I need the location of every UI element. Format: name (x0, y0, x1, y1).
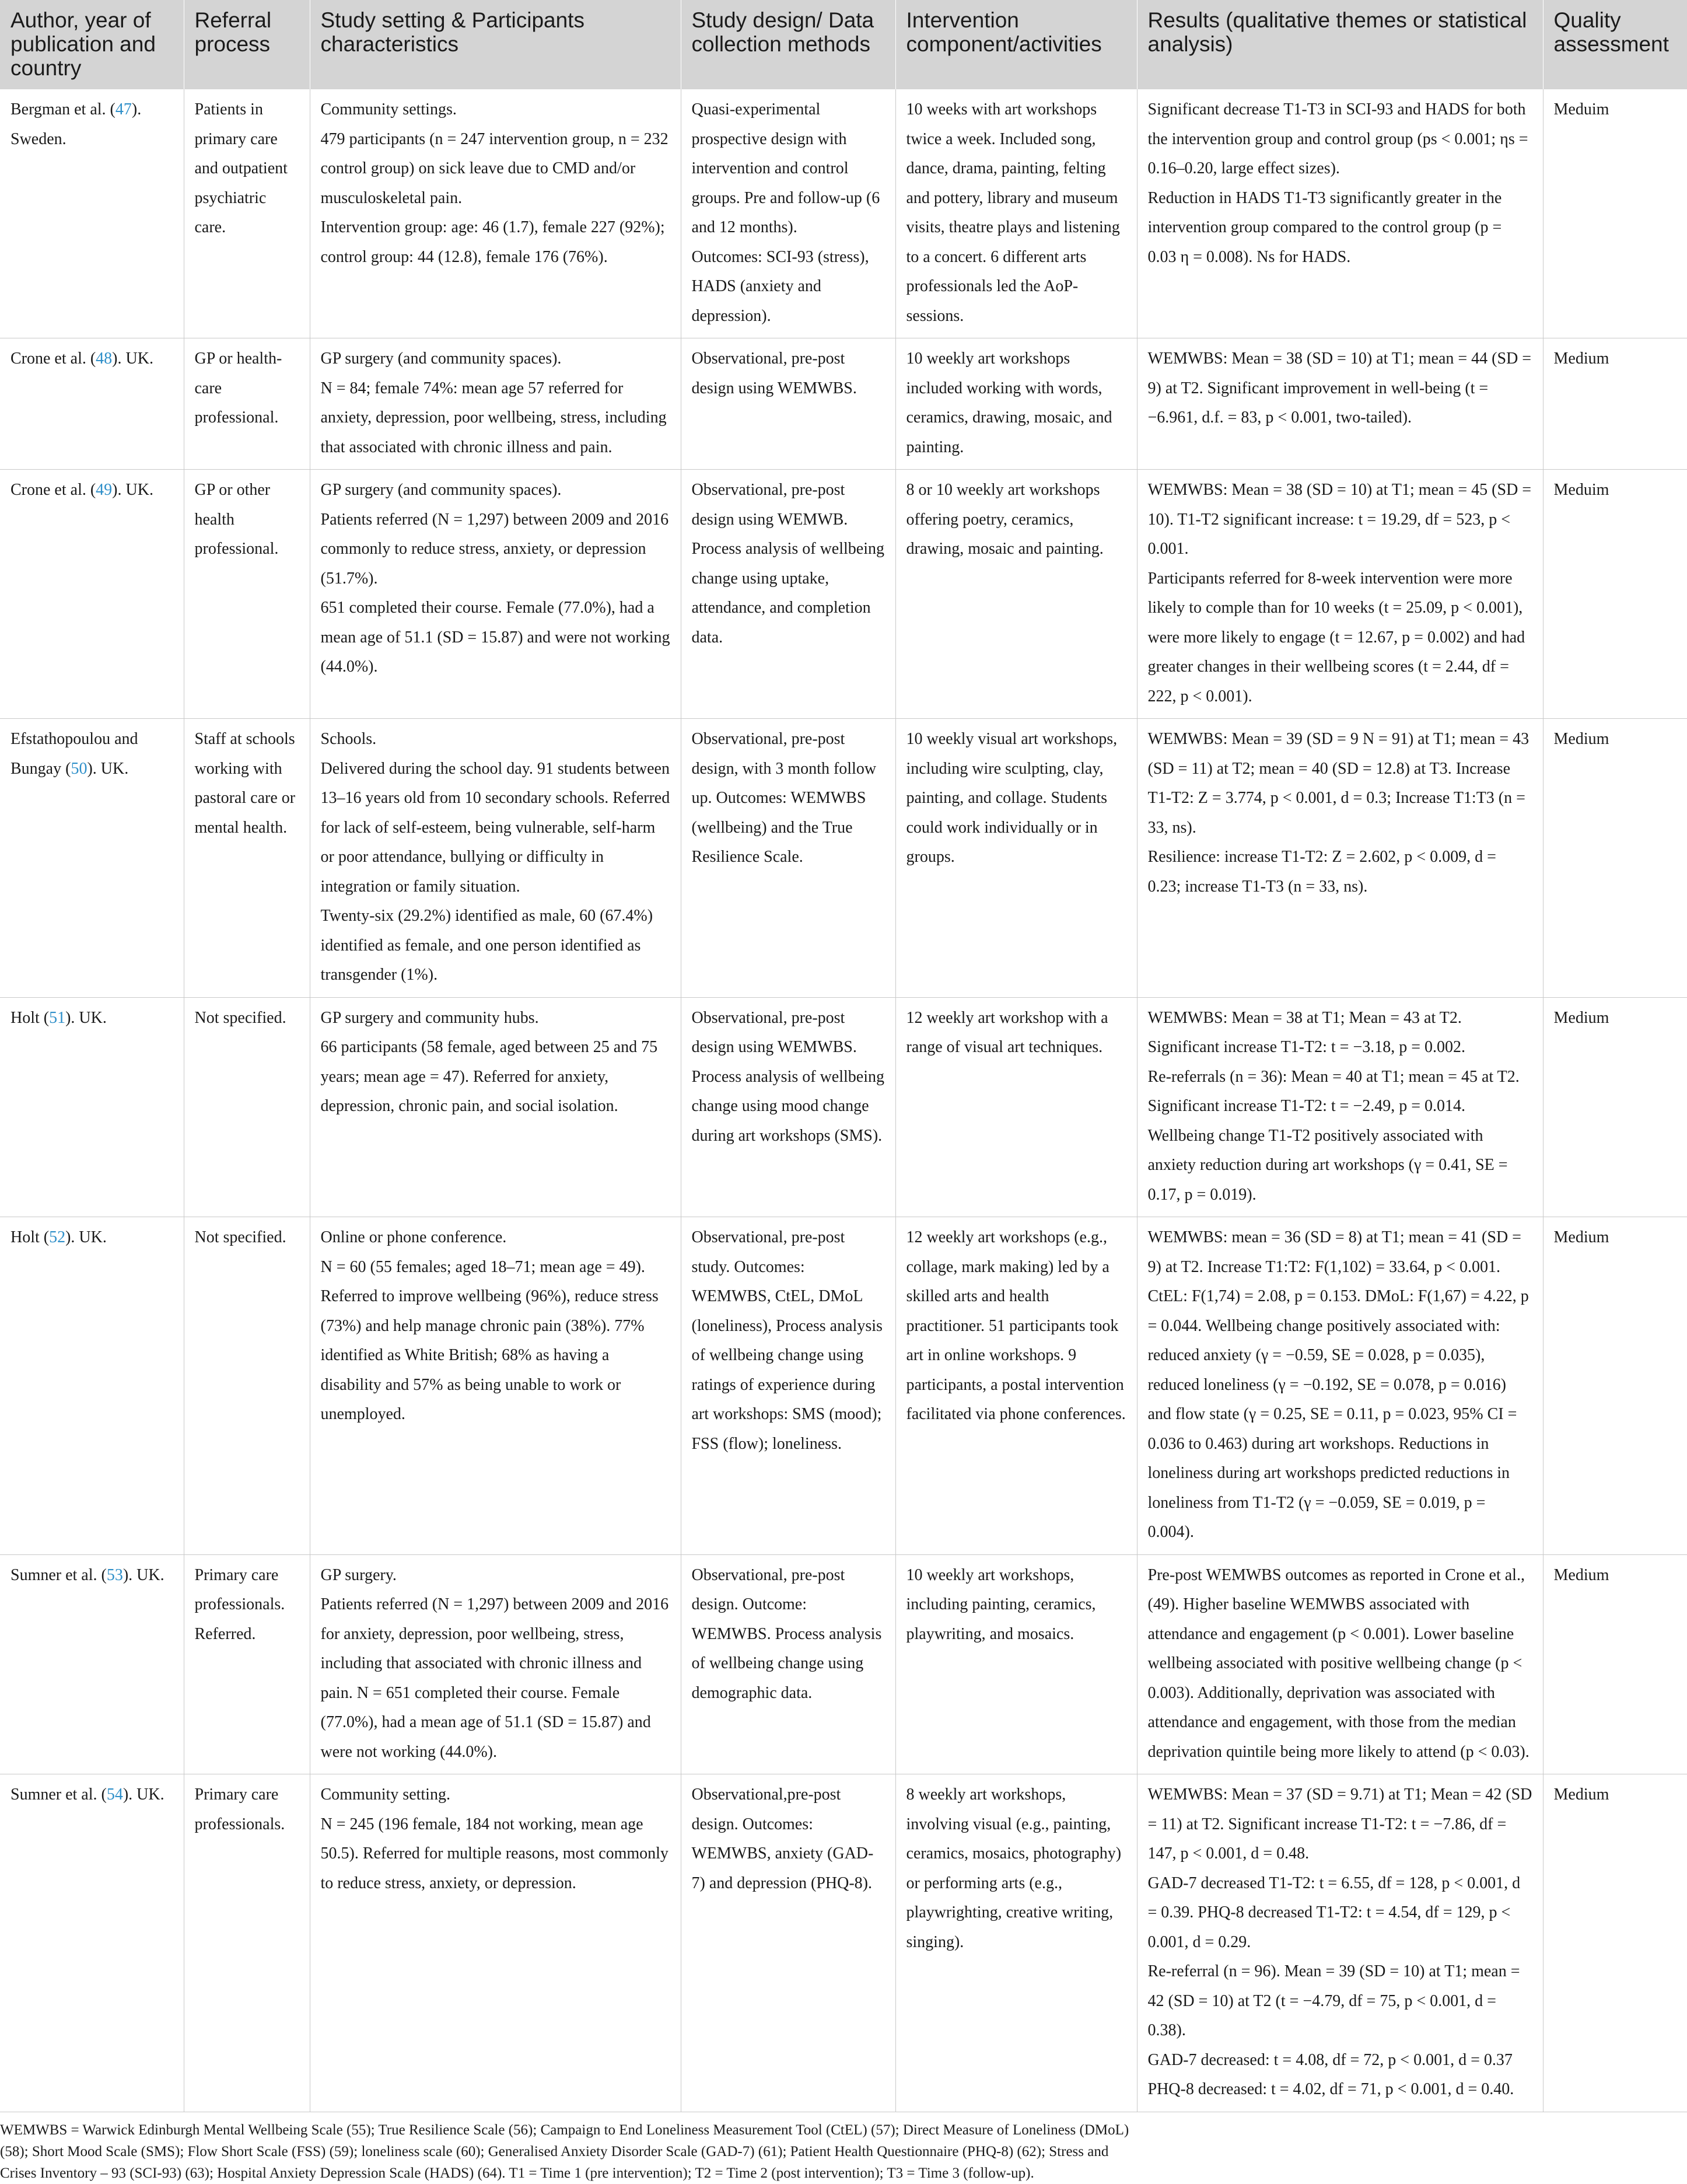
cell-line: Quasi-experimental prospective design with intervention and control groups. Pre and follow-up (6 and 12 months). (691, 100, 880, 236)
cell-results (1137, 997, 1543, 1217)
cell-line: N = 84; female 74%: mean age 57 referred for anxiety, depression, poor wellbeing, stress, including that associated with chronic illness and pain. (320, 379, 667, 456)
cell-author (0, 1554, 184, 1774)
cell-line: Delivered during the school day. 91 students between 13–16 years old from 10 secondary schools. Referred for lack of self-esteem, being vulnerable, self-harm or poor attendance, bullying or difficulty in integration or family situation. (320, 759, 670, 896)
cell-line: PHQ-8 decreased: t = 4.02, df = 71, p < 0.001, d = 0.40. (1147, 2080, 1514, 2098)
author-text: Sumner et al. ( (10, 1785, 107, 1804)
cell-line: N = 245 (196 female, 184 not working, mean age 50.5). Referred for multiple reasons, most commonly to reduce stress, anxiety, or depression. (320, 1815, 668, 1892)
author-text: ). UK. (123, 1785, 164, 1804)
cell-design: Observational, pre-post design. Outcome: WEMWBS. Process analysis of wellbeing change using demographic data. (681, 1554, 895, 1774)
cell-line: GP surgery (and community spaces). (320, 481, 562, 499)
cell-setting (310, 1217, 681, 1555)
author-text: Efstathopoulou and Bungay ( (10, 730, 138, 778)
table-row (0, 1554, 1687, 1774)
cell-quality: Medium (1543, 1217, 1687, 1555)
cell-design: Observational,pre-post design. Outcomes: WEMWBS, anxiety (GAD-7) and depression (PHQ-8). (681, 1774, 895, 2112)
cell-line: Outcomes: SCI-93 (stress), HADS (anxiety and depression). (691, 247, 869, 325)
cell-intervention: 12 weekly art workshops (e.g., collage, mark making) led by a skilled arts and health practitioner. 51 participants took art in online workshops. 9 participants, a postal intervention facilitated via phone conferences. (895, 1217, 1137, 1555)
cell-results (1137, 1774, 1543, 2112)
cell-design: Observational, pre-post design, with 3 month follow up. Outcomes: WEMWBS (wellbeing) and the True Resilience Scale. (681, 719, 895, 998)
cell-line: 479 participants (n = 247 intervention group, n = 232 control group) on sick leave due to CMD and/or musculoskeletal pain. (320, 130, 668, 207)
cell-setting (310, 338, 681, 470)
cell-quality: Meduim (1543, 470, 1687, 719)
reference-link[interactable]: 48 (96, 350, 113, 368)
cell-setting (310, 997, 681, 1217)
header-setting: Study setting & Participants characteristics (310, 0, 681, 89)
cell-quality: Medium (1543, 338, 1687, 470)
cell-results (1137, 89, 1543, 338)
cell-line: WEMWBS: Mean = 39 (SD = 9 N = 91) at T1; mean = 43 (SD = 11) at T2; mean = 40 (SD = 12.8) at T3. Increase T1-T2: Z = 3.774, p < 0.001, d = 0.3; Increase T1:T3 (n = 33, ns). (1147, 730, 1530, 837)
reference-link[interactable]: 54 (106, 1785, 123, 1804)
cell-line: 651 completed their course. Female (77.0%), had a mean age of 51.1 (SD = 15.87) and were not working (44.0%). (320, 599, 670, 676)
header-referral: Referral process (184, 0, 310, 89)
cell-line: Online or phone conference. (320, 1228, 507, 1246)
cell-line: 66 participants (58 female, aged between 25 and 75 years; mean age = 47). Referred for anxiety, depression, chronic pain, and social isolation. (320, 1038, 658, 1115)
table-row (0, 470, 1687, 719)
cell-line: Community settings. (320, 100, 457, 118)
cell-intervention: 12 weekly art workshop with a range of visual art techniques. (895, 997, 1137, 1217)
author-text: ). UK. (65, 1008, 107, 1027)
cell-author (0, 338, 184, 470)
cell-author (0, 719, 184, 998)
cell-intervention: 10 weekly art workshops, including painting, ceramics, playwriting, and mosaics. (895, 1554, 1137, 1774)
cell-quality: Medium (1543, 1774, 1687, 2112)
author-text: ). UK. (123, 1566, 164, 1584)
footnote-line: WEMWBS = Warwick Edinburgh Mental Wellbeing Scale (55); True Resilience Scale (56); Campaign to End Loneliness Measurement Tool (CtEL) (57); Direct Measure of Loneliness (DMoL) (0, 2122, 1129, 2138)
table-row (0, 338, 1687, 470)
cell-referral: Patients in primary care and outpatient psychiatric care. (184, 89, 310, 338)
table-row (0, 1217, 1687, 1555)
header-design: Study design/ Data collection methods (681, 0, 895, 89)
cell-line: N = 60 (55 females; aged 18–71; mean age = 49). Referred to improve wellbeing (96%), reduce stress (73%) and help manage chronic pain (38%). 77% identified as White British; 68% as having a disability and 57% as being unable to work or unemployed. (320, 1257, 659, 1423)
cell-quality: Medium (1543, 719, 1687, 998)
header-author: Author, year of publication and country (10, 8, 156, 80)
cell-referral: Staff at schools working with pastoral care or mental health. (184, 719, 310, 998)
header-results: Results (qualitative themes or statistical analysis) (1137, 0, 1543, 89)
table-row (0, 89, 1687, 338)
cell-line: WEMWBS: Mean = 38 at T1; Mean = 43 at T2. (1147, 1008, 1462, 1027)
author-text: Bergman et al. ( (10, 100, 116, 118)
footnote-line: (58); Short Mood Scale (SMS); Flow Short Scale (FSS) (59); loneliness scale (60); Generalised Anxiety Disorder Scale (GAD-7) (61); Patient Health Questionnaire (PHQ-8) (62); Stress and (0, 2143, 1109, 2159)
cell-line: GAD-7 decreased T1-T2: t = 6.55, df = 128, p < 0.001, d = 0.39. PHQ-8 decreased T1-T2: t = 4.54, df = 129, p < 0.001, d = 0.29. (1147, 1874, 1521, 1951)
cell-line: GP surgery and community hubs. (320, 1008, 539, 1027)
cell-intervention: 10 weeks with art workshops twice a week. Included song, dance, drama, painting, felting and pottery, library and museum visits, theatre plays and listening to a concert. 6 different arts professionals led the AoP-sessions. (895, 89, 1137, 338)
cell-line: Twenty-six (29.2%) identified as male, 60 (67.4%) identified as female, and one person identified as transgender (1%). (320, 907, 653, 984)
cell-design: Observational, pre-post design using WEMWBS. Process analysis of wellbeing change using mood change during art workshops (SMS). (681, 997, 895, 1217)
cell-line: Community setting. (320, 1785, 450, 1804)
cell-setting (310, 1554, 681, 1774)
author-text: Holt ( (10, 1228, 50, 1246)
author-text: ). UK. (87, 759, 129, 778)
cell-line: Participants referred for 8-week intervention were more likely to comple than for 10 weeks (t = 25.09, p < 0.001), were more likely to engage (t = 12.67, p = 0.002) and had greater changes in their wellbeing scores (t = 2.44, df = 222, p < 0.001). (1147, 569, 1525, 705)
cell-referral: GP or health-care professional. (184, 338, 310, 470)
author-text: Holt ( (10, 1008, 50, 1027)
cell-results (1137, 719, 1543, 998)
cell-line: Wellbeing change T1-T2 positively associated with anxiety reduction during art workshops (γ = 0.41, SE = 0.17, p = 0.019). (1147, 1126, 1508, 1204)
cell-setting (310, 89, 681, 338)
cell-line: WEMWBS: Mean = 37 (SD = 9.71) at T1; Mean = 42 (SD = 11) at T2. Significant increase T1-T2: t = −7.86, df = 147, p < 0.001, d = 0.48. (1147, 1785, 1532, 1862)
author-text: ). UK. (65, 1228, 107, 1246)
cell-design: Observational, pre-post design using WEMWBS. (681, 338, 895, 470)
author-text: Crone et al. ( (10, 481, 96, 499)
table-footnote (0, 2112, 1687, 2184)
cell-referral: GP or other health professional. (184, 470, 310, 719)
table-row (0, 1774, 1687, 2112)
cell-line: WEMWBS: Mean = 38 (SD = 10) at T1; mean = 45 (SD = 10). T1-T2 significant increase: t = 19.29, df = 523, p < 0.001. (1147, 481, 1532, 558)
author-text: Sumner et al. ( (10, 1566, 107, 1584)
cell-line: Significant decrease T1-T3 in SCI-93 and HADS for both the intervention group and control group (ps < 0.001; ηs = 0.16–0.20, large effect sizes). (1147, 100, 1528, 177)
cell-referral: Primary care professionals. (184, 1774, 310, 2112)
cell-results (1137, 470, 1543, 719)
author-text: ). UK. (112, 481, 153, 499)
cell-line: Resilience: increase T1-T2: Z = 2.602, p < 0.009, d = 0.23; increase T1-T3 (n = 33, ns). (1147, 848, 1496, 896)
cell-line: GAD-7 decreased: t = 4.08, df = 72, p < 0.001, d = 0.37 (1147, 2050, 1513, 2069)
cell-referral: Primary care professionals. Referred. (184, 1554, 310, 1774)
cell-quality: Meduim (1543, 89, 1687, 338)
cell-referral: Not specified. (184, 1217, 310, 1555)
header-quality: Quality assessment (1543, 0, 1687, 89)
cell-design: Observational, pre-post study. Outcomes: WEMWBS, CtEL, DMoL (loneliness), Process analysis of wellbeing change using ratings of experience during art workshops: SMS (mood); FSS (flow); loneliness. (681, 1217, 895, 1555)
cell-line: GP surgery. (320, 1566, 397, 1584)
cell-author (0, 89, 184, 338)
cell-author (0, 470, 184, 719)
cell-line: GP surgery (and community spaces). (320, 350, 562, 368)
cell-setting (310, 719, 681, 998)
cell-line: Patients referred (N = 1,297) between 2009 and 2016 for anxiety, depression, poor wellbeing, stress, including that associated with chronic illness and pain. N = 651 completed their course. Female (77.0%), had a mean age of 51.1 (SD = 15.87) and were not working (44.0%). (320, 1595, 669, 1761)
cell-results: WEMWBS: Mean = 38 (SD = 10) at T1; mean = 44 (SD = 9) at T2. Significant improvement in well-being (t = −6.961, d.f. = 83, p < 0.001, two-tailed). (1137, 338, 1543, 470)
reference-link[interactable]: 51 (49, 1008, 66, 1027)
cell-line: Reduction in HADS T1-T3 significantly greater in the intervention group compared to the control group (p = 0.03 η = 0.008). Ns for HADS. (1147, 188, 1502, 266)
cell-quality: Medium (1543, 997, 1687, 1217)
table-row (0, 719, 1687, 998)
cell-line: Re-referral (n = 96). Mean = 39 (SD = 10) at T1; mean = 42 (SD = 10) at T2 (t = −4.79, df = 75, p < 0.001, d = 0.38). (1147, 1962, 1520, 2039)
author-text: ). Sweden. (10, 100, 142, 148)
cell-intervention: 8 weekly art workshops, involving visual (e.g., painting, ceramics, mosaics, photography) or performing arts (e.g., playwrighting, creative writing, singing). (895, 1774, 1137, 2112)
cell-line: Re-referrals (n = 36): Mean = 40 at T1; mean = 45 at T2. (1147, 1067, 1520, 1086)
table-body (0, 89, 1687, 2112)
cell-referral: Not specified. (184, 997, 310, 1217)
table-header-row (0, 0, 1687, 89)
cell-line: Significant increase T1-T2: t = −2.49, p = 0.014. (1147, 1097, 1466, 1115)
cell-intervention: 10 weekly art workshops included working with words, ceramics, drawing, mosaic, and painting. (895, 338, 1137, 470)
cell-design: Observational, pre-post design using WEMWB. Process analysis of wellbeing change using uptake, attendance, and completion data. (681, 470, 895, 719)
author-text: Crone et al. ( (10, 350, 96, 368)
table-row (0, 997, 1687, 1217)
cell-line: Schools. (320, 730, 377, 748)
cell-line: Patients referred (N = 1,297) between 2009 and 2016 commonly to reduce stress, anxiety, or depression (51.7%). (320, 510, 669, 588)
cell-quality: Medium (1543, 1554, 1687, 1774)
cell-setting (310, 1774, 681, 2112)
cell-intervention: 10 weekly visual art workshops, including wire sculpting, clay, painting, and collage. Students could work individually or in groups. (895, 719, 1137, 998)
cell-setting (310, 470, 681, 719)
cell-results: Pre-post WEMWBS outcomes as reported in Crone et al., (49). Higher baseline WEMWBS associated with attendance and engagement (p < 0.001). Lower baseline wellbeing associated with positive wellbeing change (p < 0.003). Additionally, deprivation was associated with attendance and engagement, with those from the median deprivation quintile being more likely to attend (p < 0.03). (1137, 1554, 1543, 1774)
reference-link[interactable]: 50 (71, 759, 88, 778)
cell-design (681, 89, 895, 338)
cell-intervention: 8 or 10 weekly art workshops offering poetry, ceramics, drawing, mosaic and painting. (895, 470, 1137, 719)
footnote-line: Crises Inventory – 93 (SCI-93) (63); Hospital Anxiety Depression Scale (HADS) (64). T1 = Time 1 (pre intervention); T2 = Time 2 (post intervention); T3 = Time 3 (follow-up). (0, 2165, 1034, 2181)
cell-author (0, 1774, 184, 2112)
reference-link[interactable]: 49 (96, 481, 113, 499)
header-intervention: Intervention component/activities (895, 0, 1137, 89)
reference-link[interactable]: 52 (49, 1228, 66, 1246)
cell-results: WEMWBS: mean = 36 (SD = 8) at T1; mean = 41 (SD = 9) at T2. Increase T1:T2: F(1,102) = 33.64, p < 0.001. CtEL: F(1,74) = 2.08, p = 0.153. DMoL: F(1,67) = 4.22, p = 0.044. Wellbeing change positively associated with: reduced anxiety (γ = −0.59, SE = 0.028, p = 0.035), reduced loneliness (γ = −0.192, SE = 0.078, p = 0.016) and flow state (γ = 0.25, SE = 0.11, p = 0.023, 95% CI = 0.036 to 0.463) during art workshops. Reductions in loneliness during art workshops predicted reductions in loneliness from T1-T2 (γ = −0.059, SE = 0.019, p = 0.004). (1137, 1217, 1543, 1555)
author-text: ). UK. (112, 350, 153, 368)
cell-line: Intervention group: age: 46 (1.7), female 227 (92%); control group: 44 (12.8), female 176 (76%). (320, 218, 665, 266)
reference-link[interactable]: 47 (115, 100, 132, 118)
reference-link[interactable]: 53 (106, 1566, 123, 1584)
cell-line: Significant increase T1-T2: t = −3.18, p = 0.002. (1147, 1038, 1466, 1056)
cell-author (0, 997, 184, 1217)
cell-author (0, 1217, 184, 1555)
